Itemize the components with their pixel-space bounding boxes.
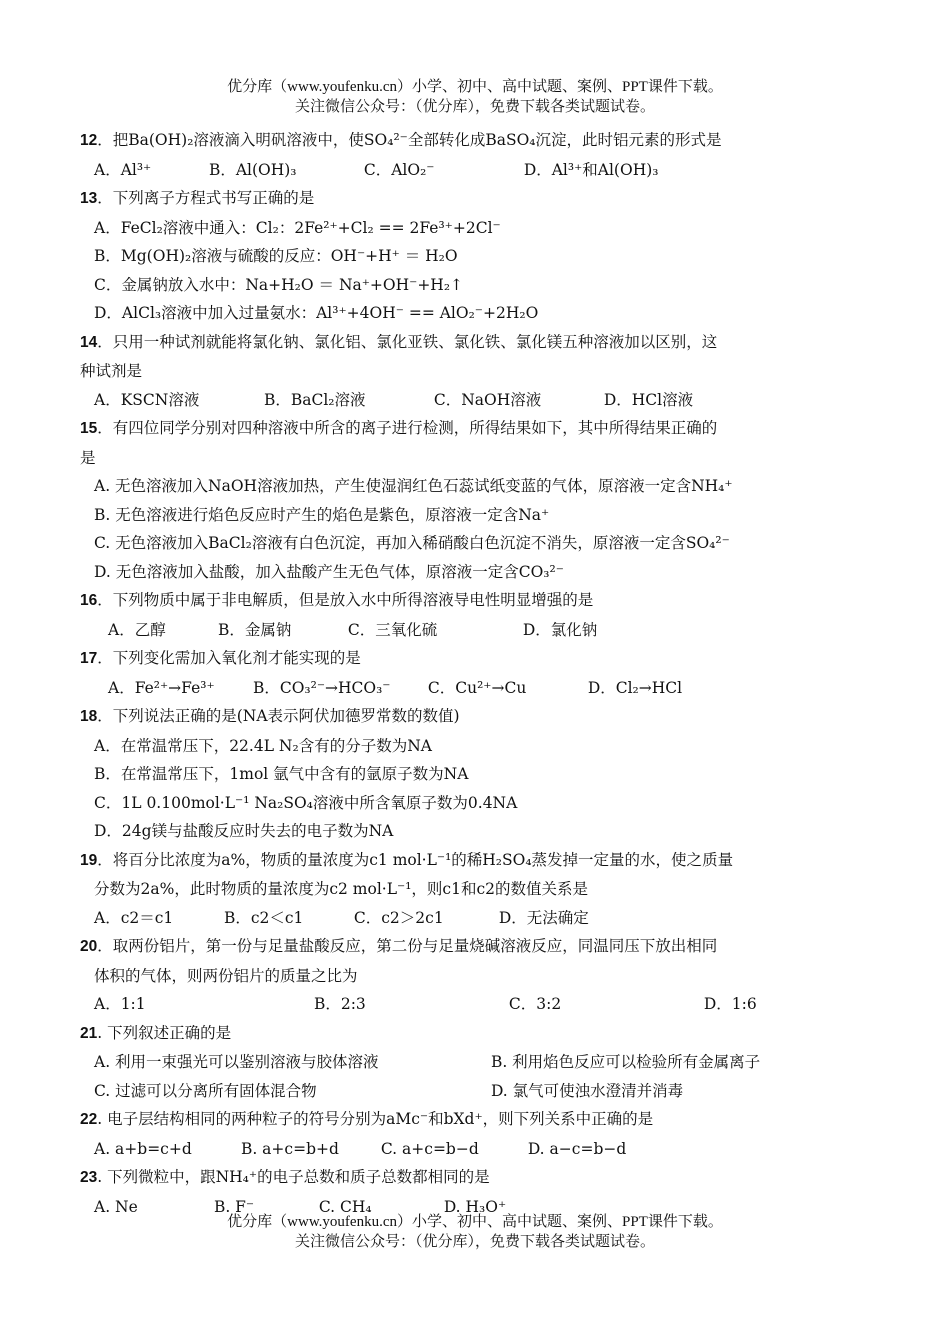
option-d: D．无法确定	[498, 908, 589, 927]
question-17	[80, 644, 880, 702]
option-c: C．NaOH溶液	[433, 390, 542, 409]
option-a: A．KSCN溶液	[94, 390, 200, 409]
option-c: C. a+c=b−d	[380, 1139, 479, 1158]
option-a: A．FeCl₂溶液中通入：Cl₂：2Fe²⁺+Cl₂ == 2Fe³⁺+2Cl⁻	[94, 218, 501, 237]
option-row	[80, 1077, 880, 1106]
option-c: C. 无色溶液加入BaCl₂溶液有白色沉淀，再加入稀硝酸白色沉淀不消失，原溶液一定含SO₄²⁻	[94, 534, 730, 552]
option-a: A. a+b=c+d	[94, 1139, 192, 1158]
option-c: C. CH₄	[318, 1197, 372, 1216]
option-b: B. 利用焰色反应可以检验所有金属离子	[490, 1053, 761, 1071]
option-b: B．在常温常压下，1mol 氩气中含有的氩原子数为NA	[94, 765, 469, 783]
question-stem-cont: 体积的气体，则两份铝片的质量之比为	[94, 966, 358, 985]
option-a: A. Ne	[94, 1197, 138, 1216]
question-14	[80, 328, 880, 415]
option-b: B．金属钠	[217, 620, 292, 639]
option-b: B．Al(OH)₃	[208, 160, 297, 179]
option-d: D. H₃O⁺	[443, 1197, 507, 1216]
option-c: C．金属钠放入水中：Na+H₂O ＝ Na⁺+OH⁻+H₂↑	[94, 275, 464, 294]
question-stem: 15．有四位同学分别对四种溶液中所含的离子进行检测，所得结果如下，其中所得结果正确的	[80, 419, 718, 437]
question-20	[80, 932, 880, 1019]
option-row	[80, 386, 880, 415]
option-a: A．Fe²⁺→Fe³⁺	[108, 678, 215, 697]
option-row	[80, 674, 880, 703]
option-b: B．2:3	[313, 995, 366, 1013]
option-d: D. a−c=b−d	[527, 1139, 627, 1158]
option-d: D．AlCl₃溶液中加入过量氨水：Al³⁺+4OH⁻ == AlO₂⁻+2H₂O	[94, 304, 539, 322]
header-line-2: 关注微信公众号：（优分库），免费下载各类试题试卷。	[294, 97, 655, 115]
question-stem-cont: 分数为2a%，此时物质的量浓度为c2 mol·L⁻¹，则c1和c2的数值关系是	[94, 880, 588, 898]
question-22	[80, 1105, 880, 1163]
option-a: A．c2＝c1	[94, 908, 174, 927]
option-a: A．乙醇	[108, 620, 166, 639]
question-stem: 20．取两份铝片，第一份与足量盐酸反应，第二份与足量烧碱溶液反应，同温同压下放出相同	[80, 937, 718, 955]
question-stem: 17．下列变化需加入氧化剂才能实现的是	[80, 649, 361, 667]
option-d: D. 氯气可使浊水澄清并消毒	[490, 1081, 684, 1100]
option-b: B．c2＜c1	[223, 908, 304, 927]
option-a: A．1:1	[94, 995, 146, 1013]
question-stem: 21. 下列叙述正确的是	[80, 1023, 232, 1042]
option-c: C．AlO₂⁻	[363, 160, 435, 179]
option-d: D．24g镁与盐酸反应时失去的电子数为NA	[94, 822, 394, 840]
option-row	[80, 990, 880, 1019]
question-list	[80, 126, 880, 1221]
question-13	[80, 184, 880, 328]
question-stem: 19．将百分比浓度为a%，物质的量浓度为c1 mol·L⁻¹的稀H₂SO₄蒸发掉一定量的水，使之质量	[80, 850, 734, 869]
option-a: A．Al³⁺	[94, 160, 152, 179]
option-c: C．3:2	[508, 995, 562, 1013]
option-a: A．在常温常压下，22.4L N₂含有的分子数为NA	[94, 736, 432, 755]
option-row	[80, 904, 880, 933]
option-d: D．Al³⁺和Al(OH)₃	[523, 160, 659, 179]
question-stem: 13．下列离子方程式书写正确的是	[80, 189, 315, 207]
question-19	[80, 846, 880, 933]
question-stem: 14．只用一种试剂就能将氯化钠、氯化铝、氯化亚铁、氯化铁、氯化镁五种溶液加以区别，这	[80, 332, 718, 351]
option-d: D．氯化钠	[522, 620, 598, 639]
question-15	[80, 414, 880, 586]
header-banner	[0, 78, 950, 116]
option-a: A. 无色溶液加入NaOH溶液加热，产生使湿润红色石蕊试纸变蓝的气体，原溶液一定含NH₄⁺	[94, 477, 733, 495]
question-18	[80, 702, 880, 846]
header-line-1: 优分库（www.youfenku.cn）小学、初中、高中试题、案例、PPT课件下载。	[227, 79, 723, 95]
option-b: B. 无色溶液进行焰色反应时产生的焰色是紫色，原溶液一定含Na⁺	[94, 505, 550, 524]
option-d: D．Cl₂→HCl	[587, 678, 683, 697]
option-c: C．三氧化硫	[347, 620, 438, 639]
question-stem-cont: 种试剂是	[80, 362, 143, 380]
option-row	[80, 156, 880, 185]
option-d: D．HCl溶液	[603, 390, 694, 409]
footer-banner	[0, 1213, 950, 1251]
option-row	[80, 1135, 880, 1164]
option-c: C．1L 0.100mol·L⁻¹ Na₂SO₄溶液中所含氧原子数为0.4NA	[94, 793, 518, 812]
question-16	[80, 586, 880, 644]
footer-line-2: 关注微信公众号：（优分库），免费下载各类试题试卷。	[294, 1232, 655, 1250]
question-stem: 22. 电子层结构相同的两种粒子的符号分别为aMc⁻和bXd⁺，则下列关系中正确的是	[80, 1110, 654, 1128]
option-c: C. 过滤可以分离所有固体混合物	[94, 1081, 317, 1100]
question-stem-cont: 是	[80, 448, 96, 467]
footer-line-1: 优分库（www.youfenku.cn）小学、初中、高中试题、案例、PPT课件下载。	[227, 1214, 723, 1230]
option-c: C．Cu²⁺→Cu	[427, 678, 527, 697]
question-stem: 23. 下列微粒中，跟NH₄⁺的电子总数和质子总数都相同的是	[80, 1168, 490, 1186]
question-stem: 12．把Ba(OH)₂溶液滴入明矾溶液中，使SO₄²⁻全部转化成BaSO₄沉淀，此时铝元素的形式是	[80, 131, 722, 149]
option-row	[80, 616, 880, 645]
option-b: B．Mg(OH)₂溶液与硫酸的反应：OH⁻+H⁺ ＝ H₂O	[94, 247, 458, 265]
option-b: B. a+c=b+d	[240, 1139, 339, 1158]
option-a: A. 利用一束强光可以鉴别溶液与胶体溶液	[94, 1053, 379, 1071]
option-row	[80, 1048, 880, 1077]
question-21	[80, 1019, 880, 1106]
question-stem: 16．下列物质中属于非电解质，但是放入水中所得溶液导电性明显增强的是	[80, 591, 594, 609]
option-b: B．CO₃²⁻→HCO₃⁻	[252, 678, 391, 697]
option-d: D. 无色溶液加入盐酸，加入盐酸产生无色气体，原溶液一定含CO₃²⁻	[94, 562, 564, 581]
question-12	[80, 126, 880, 184]
option-d: D．1:6	[703, 995, 757, 1013]
question-stem: 18．下列说法正确的是(NA表示阿伏加德罗常数的数值)	[80, 707, 460, 725]
option-b: B. F⁻	[213, 1197, 255, 1216]
option-b: B．BaCl₂溶液	[263, 390, 366, 409]
option-c: C．c2＞2c1	[353, 908, 444, 927]
